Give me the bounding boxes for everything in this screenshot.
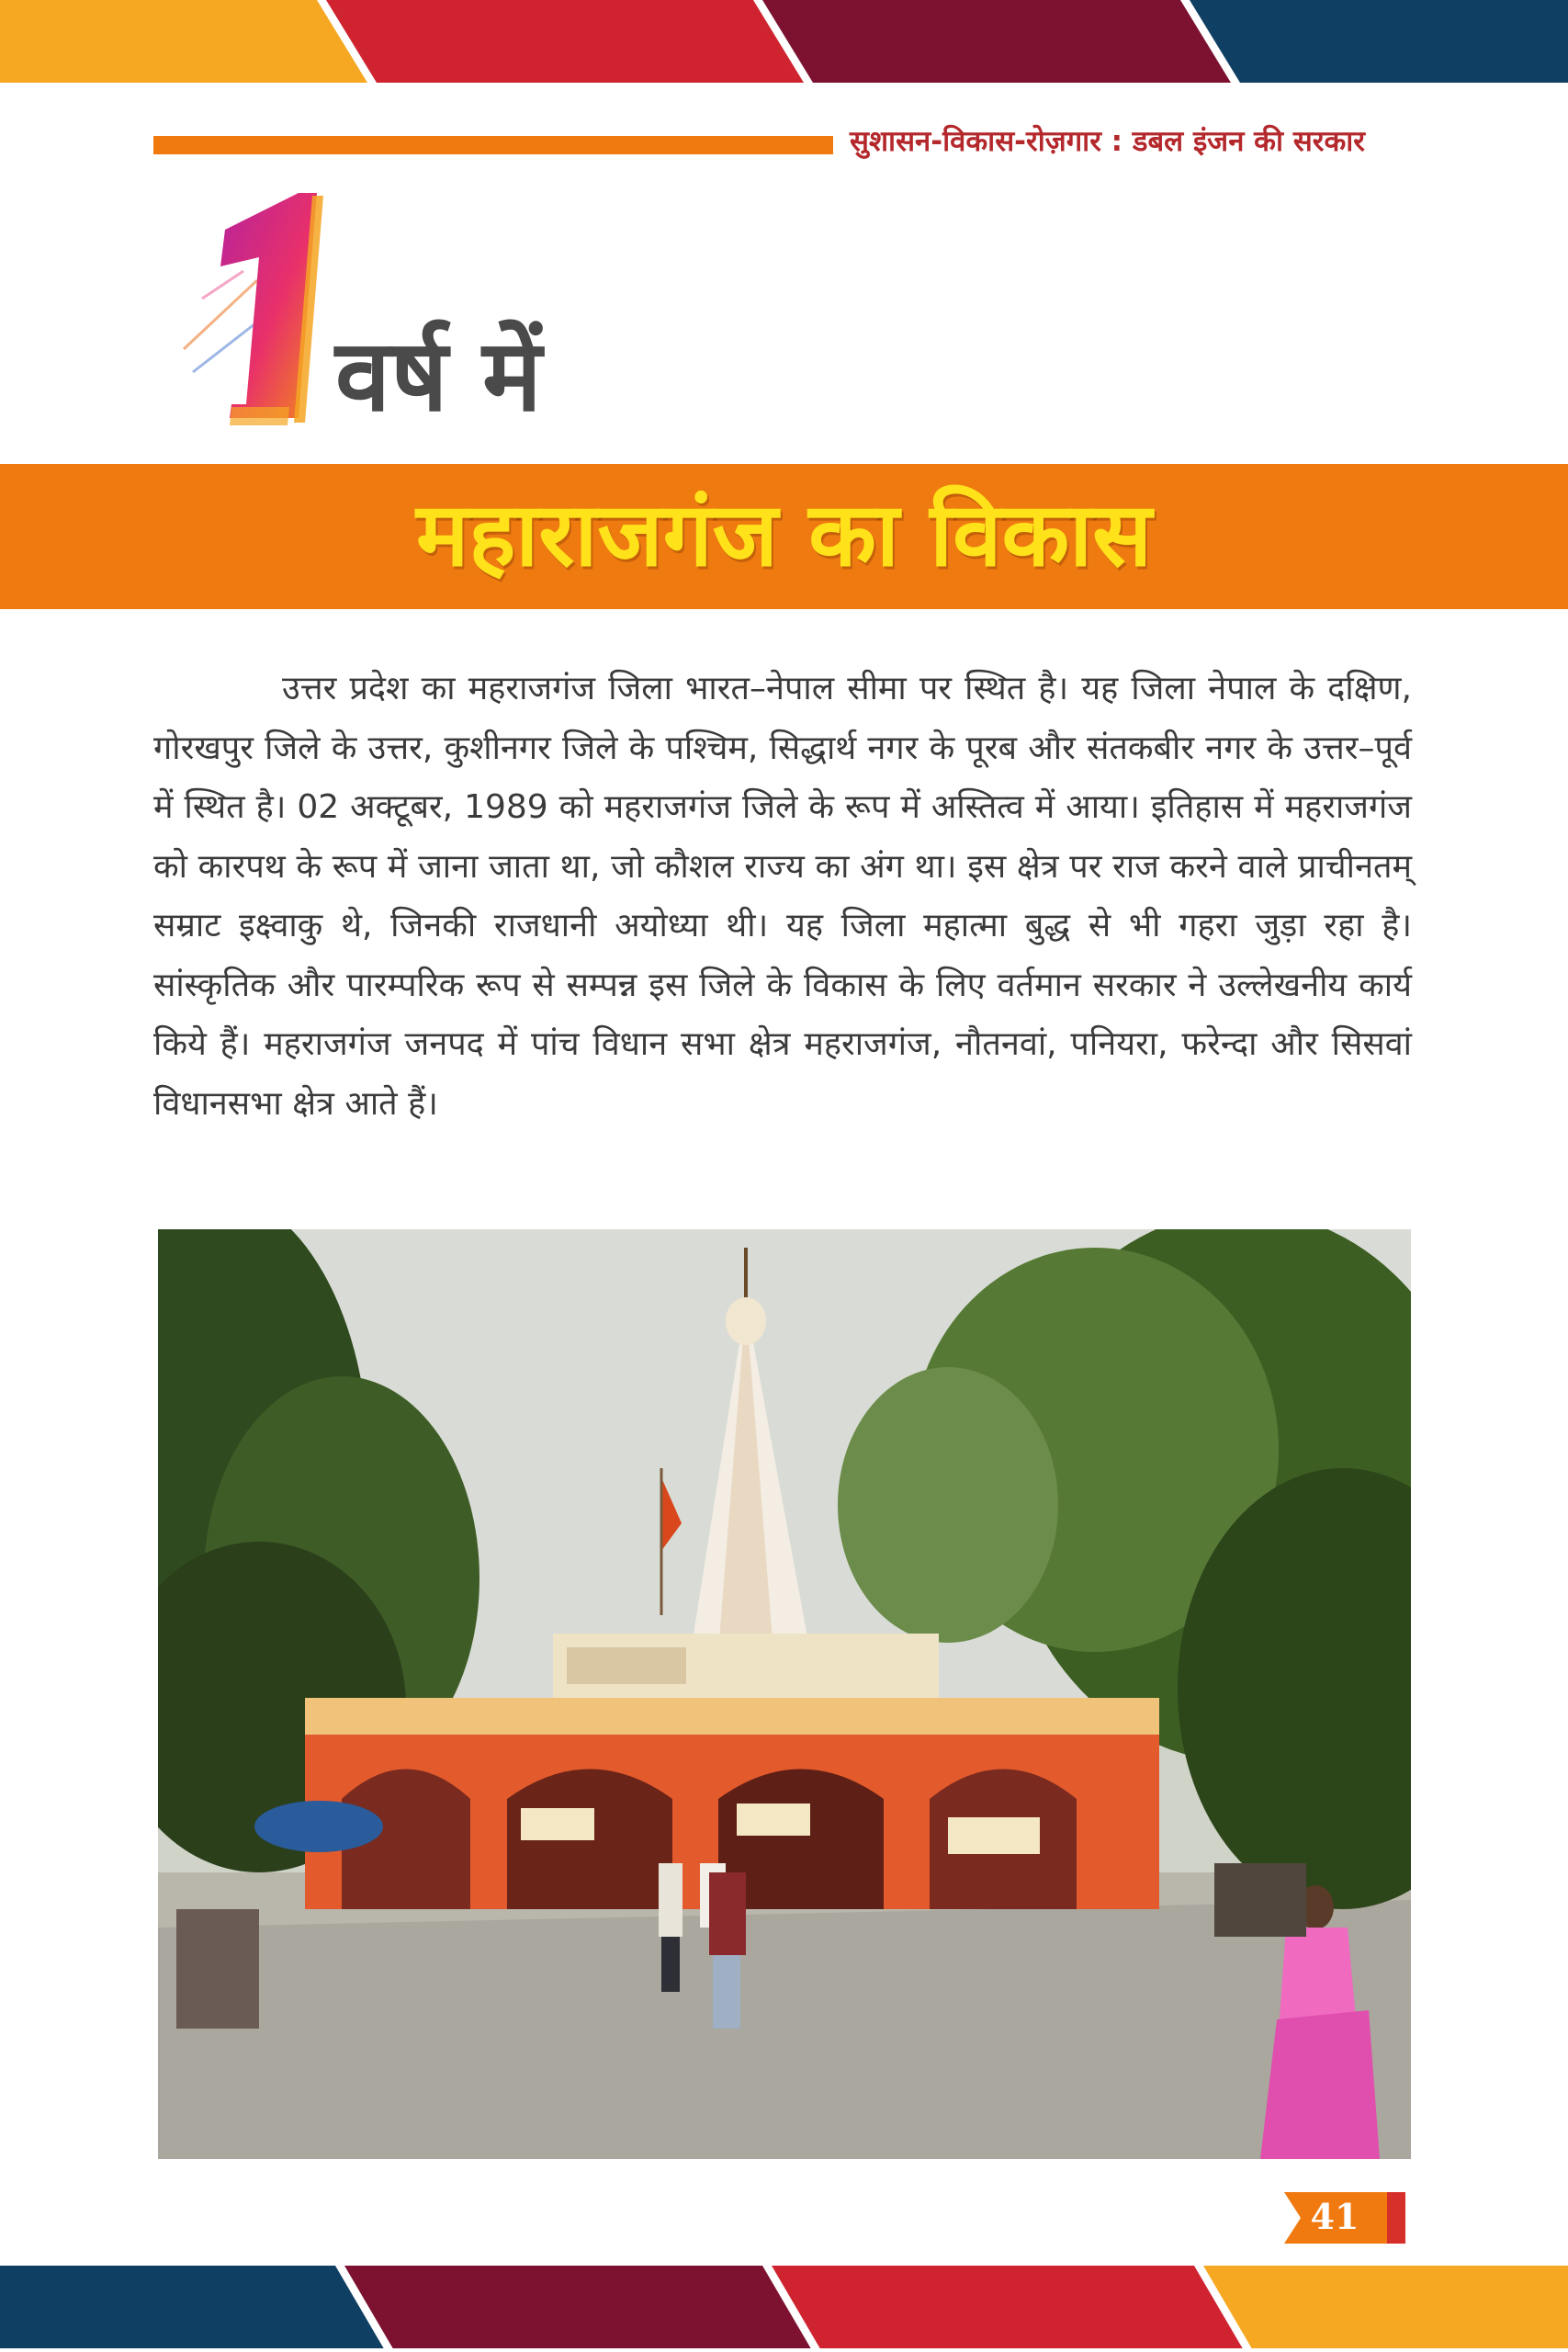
- page-number: 41: [1310, 2196, 1359, 2237]
- bottom-decorative-band: [0, 2266, 1568, 2348]
- temple-photo: [158, 1229, 1411, 2159]
- page-title: महाराजगंज का विकास: [415, 482, 1153, 586]
- title-banner: [0, 464, 1568, 609]
- header-rule: [153, 136, 833, 154]
- header-tagline: सुशासन-विकास-रोज़गार : डबल इंजन की सरकार: [850, 125, 1365, 158]
- year-label: वर्ष में: [335, 318, 542, 434]
- top-decorative-band: [0, 0, 1568, 83]
- page-number-tab: [1284, 2192, 1405, 2244]
- body-paragraph: उत्तर प्रदेश का महराजगंज जिला भारत–नेपाल सीमा पर स्थित है। यह जिला नेपाल के दक्षिण, गोरखपुर जिले के उत्तर, कुशीनगर जिले के पश्चिम, सिद्धार्थ नगर के पूरब और संतकबीर नगर के उत्तर–पूर्व में स्थित है। 02 अक्टूबर, 1989 को महराजगंज जिले के रूप में अस्तित्व में आया। इतिहास में महराजगंज को कारपथ के रूप में जाना जाता था, जो कौशल राज्य का अंग था। इस क्षेत्र पर राज करने वाले प्राचीनतम् सम्राट इक्ष्वाकु थे, जिनकी राजधानी अयोध्या थी। यह जिला महात्मा बुद्ध से भी गहरा जुड़ा रहा है। सांस्कृतिक और पारम्परिक रूप से सम्पन्न इस जिले के विकास के लिए वर्तमान सरकार ने उल्लेखनीय कार्य किये हैं। महराजगंज जनपद में पांच विधान सभा क्षेत्र महराजगंज, नौतनवां, पनियरा, फरेन्दा और सिसवां विधानसभा क्षेत्र आते हैं।: [153, 670, 1412, 1123]
- big-number-one-graphic: [175, 188, 344, 436]
